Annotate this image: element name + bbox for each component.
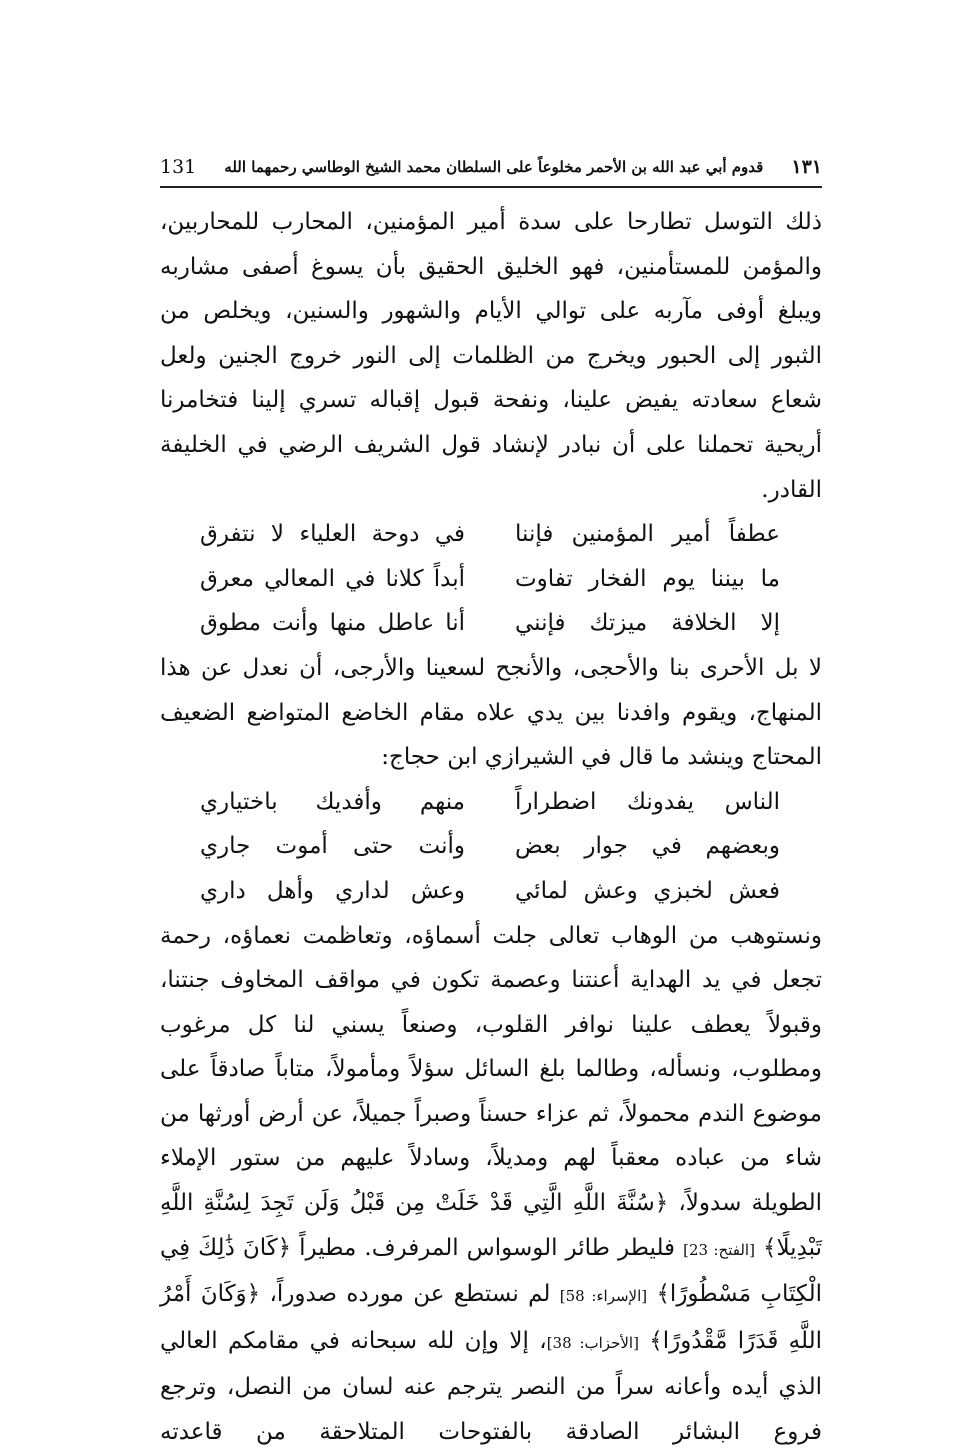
page-number-arabic: ١٣١ xyxy=(791,156,822,178)
verse-hemistich-second: منهم وأفديك باختياري xyxy=(200,788,465,815)
page-body xyxy=(160,200,822,1455)
verse-line xyxy=(160,512,822,557)
verse-hemistich-first: إلا الخلافة ميزتك فإنني xyxy=(515,610,780,637)
running-title: قدوم أبي عبد الله بن الأحمر مخلوعاً على السلطان محمد الشيخ الوطاسي رحمهما الله xyxy=(224,158,764,176)
verse-hemistich-second: أنا عاطل منها وأنت مطوق xyxy=(200,610,465,637)
verse-hemistich-first: الناس يفدونك اضطراراً xyxy=(515,788,780,815)
verse-hemistich-first: فعش لخبزي وعش لمائي xyxy=(515,877,780,904)
verse-line xyxy=(160,869,822,914)
verse-hemistich-first: وبعضهم في جوار بعض xyxy=(515,833,780,860)
verse-hemistich-second: في دوحة العلياء لا نتفرق xyxy=(200,521,465,548)
verse-hemistich-first: عطفاً أمير المؤمنين فإننا xyxy=(515,521,780,548)
verse-hemistich-second: وعش لداري وأهل داري xyxy=(200,877,465,904)
paragraph-3 xyxy=(160,914,822,1455)
verse-line xyxy=(160,601,822,646)
paragraph-3-text-d: ، إلا وإن لله سبحانه في مقامكم العالي الذي أيده وأعانه سراً من النصر يترجم عنه لسان من النصل، وترجع فروع البشائر الصادقة بالفتوحات المتلاحقة من قاعدته xyxy=(160,1327,822,1446)
verse-hemistich-first: ما بيننا يوم الفخار تفاوت xyxy=(515,565,780,592)
verse-hemistich-second: أبداً كلانا في المعالي معرق xyxy=(200,565,465,592)
paragraph-3-text-b: فليطر طائر الوسواس المرفرف. مطيراً ﴿كَانَ ذَٰلِكَ فِي الْكِتَابِ مَسْطُورًا﴾ xyxy=(160,1234,823,1308)
paragraph-2: لا بل الأحرى بنا والأحجى، والأنجح لسعينا والأرجى، أن نعدل عن هذا المنهاج، ويقوم وافدنا بين يدي علاه مقام الخاضع المتواضع الضعيف المحتاج وينشد ما قال في الشيرازي ابن حجاج: xyxy=(160,654,822,771)
paragraph-3-text-c: لم نستطع عن مورده صدوراً، ﴿وَكَانَ أَمْرُ اللَّهِ قَدَرًا مَّقْدُورًا﴾ xyxy=(160,1281,823,1354)
header-rule xyxy=(160,186,822,188)
verse-hemistich-second: وأنت حتى أموت جاري xyxy=(200,833,465,860)
quran-reference: [الأحزاب: 38] xyxy=(546,1333,639,1352)
verse-line xyxy=(160,557,822,602)
paragraph-1: ذلك التوسل تطارحا على سدة أمير المؤمنين، المحارب للمحاربين، والمؤمن للمستأمنين، فهو الخليق الحقيق بأن يسوغ أصفى مشاربه ويبلغ أوفى مآربه على توالي الأيام والشهور والسنين، ويخلص من الثبور إلى الحبور ويخرج من الظلمات إلى النور خروج الجنين ولعل شعاع سعادته يفيض علينا، ونفحة قبول إقباله تسري إلينا فتخامرنا أريحية تحملنا على أن نبادر لإنشاد قول الشريف الرضي في الخليفة القادر. xyxy=(160,209,822,503)
quran-reference: [الإسراء: 58] xyxy=(559,1287,648,1306)
quran-reference: [الفتح: 23] xyxy=(683,1240,755,1259)
verse-line xyxy=(160,824,822,869)
running-header xyxy=(160,150,822,184)
page-number-latin: 131 xyxy=(160,156,197,178)
paragraph-3-text-a: ونستوهب من الوهاب تعالى جلت أسماؤه، وتعاظمت نعماؤه، رحمة تجعل في يد الهداية أعنتنا وعصمة تكون في مواقف المخاوف جنتنا، وقبولاً يعطف علينا نوافر القلوب، وصنعاً يسني لنا كل مرغوب ومطلوب، ونسأله، وطالما بلغ السائل سؤلاً ومأمولاً، متاباً صادقاً على موضوع الندم محمولاً، ثم عزاء حسناً وصبراً جميلاً، عن أرض أورثها من شاء من عباده معقباً لهم ومديلاً، وسادلاً عليهم من ستور الإملاء الطويلة سدولاً، ﴿سُنَّةَ اللَّهِ الَّتِي قَدْ خَلَتْ مِن قَبْلُ وَلَن تَجِدَ لِسُنَّةِ اللَّهِ تَبْدِيلًا﴾ xyxy=(160,922,822,1261)
verse-line xyxy=(160,780,822,825)
